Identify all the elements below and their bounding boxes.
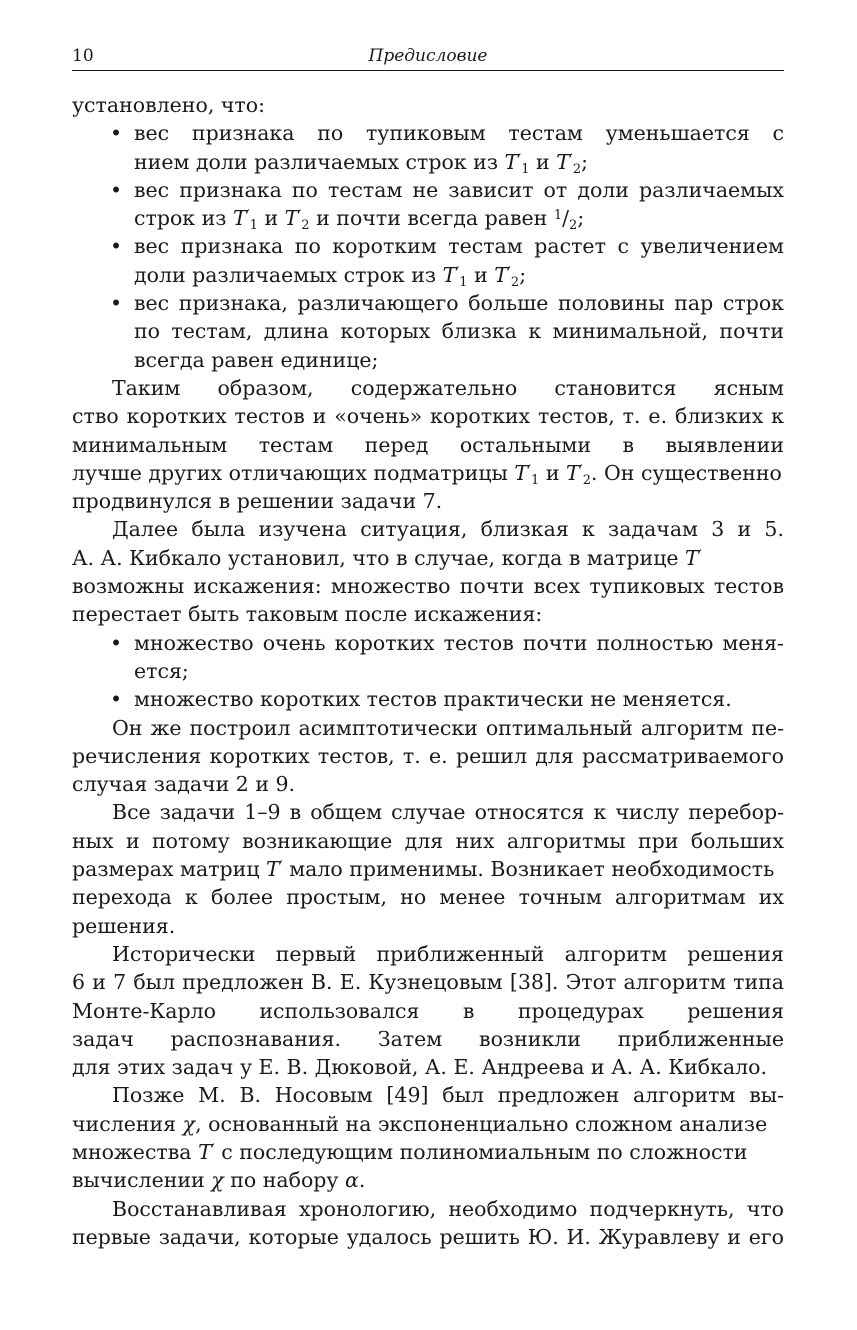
header-title: Предисловие [368, 46, 488, 66]
bullet-item: • вес признака по тестам не зависит от доли различаемых [72, 176, 784, 204]
running-head [72, 44, 784, 71]
text-line: задач распознавания. Затем возникли приближенные [72, 1026, 784, 1051]
text-line: установлено, что: [72, 93, 265, 117]
page-number: 10 [72, 46, 94, 66]
text-line: для этих задач у Е. В. Дюковой, А. Е. Андреева и А. А. Кибкало. [72, 1055, 768, 1080]
text-line: множества T′ с последующим полиномиальным по сложности [72, 1139, 748, 1164]
text-line: Восстанавливая хронологию, необходимо подчеркнуть, что [112, 1196, 784, 1221]
text-line: минимальным тестам перед остальными в выявлении [72, 432, 784, 457]
bullet-item: • вес признака, различающего больше половины пар строк [72, 289, 784, 317]
text-line: Он же построил асимптотически оптимальный алгоритм пе- [112, 715, 784, 740]
bullet-item: • множество очень коротких тестов почти полностью меня- [72, 629, 784, 657]
bullet-icon: • [110, 177, 123, 202]
text-line: А. А. Кибкало установил, что в случае, когда в матрице T′ [72, 545, 702, 570]
text-line: Таким образом, содержательно становится ясным [112, 375, 784, 400]
text-line: ство коротких тестов и «очень» коротких тестов, т. е. близких к [72, 404, 784, 429]
bullet-icon: • [110, 687, 123, 712]
bullet-icon: • [110, 121, 123, 146]
text-line: Монте-Карло использовался в процедурах решения [72, 998, 784, 1023]
text-line: ных и потому возникающие для них алгоритмы при больших [72, 828, 784, 853]
bullet-icon: • [110, 234, 123, 259]
text-line: Исторически первый приближенный алгоритм решения [112, 941, 784, 966]
text-line: строк из $T'_1$ и $T'_2$ и почти всегда равен $^1/_2$; [134, 206, 585, 234]
bullet-item: • множество коротких тестов практически не меняется. [72, 685, 784, 713]
text-line: Позже М. В. Носовым [49] был предложен алгоритм вы- [112, 1083, 784, 1108]
text-line: Все задачи 1–9 в общем случае относятся к числу перебор- [112, 800, 784, 825]
text-line: перестает быть таковым после искажения: [72, 602, 543, 627]
text-line: первые задачи, которые удалось решить Ю. И. Журавлеву и его [72, 1224, 784, 1249]
text-line: вычислении χ по набору α. [72, 1168, 366, 1193]
body-text [72, 91, 784, 1251]
text-line: ется; [134, 658, 189, 683]
text-line: размерах матриц T′ мало применимы. Возникает необходимость [72, 857, 775, 882]
text-line: по тестам, длина которых близка к минимальной, почти [134, 319, 784, 344]
bullet-item: • вес признака по тупиковым тестам уменьшается с [72, 119, 784, 147]
text-line: возможны искажения: множество почти всех тупиковых тестов [72, 574, 784, 599]
bullet-icon: • [110, 291, 123, 316]
text-line: решения. [72, 913, 176, 938]
text-line: нием доли различаемых строк из $T'_1$ и $T'_2$; [134, 149, 589, 177]
text-line: речисления коротких тестов, т. е. решил для рассматриваемого [72, 743, 784, 768]
text-line: продвинулся в решении задачи 7. [72, 489, 443, 514]
text-line: числения χ, основанный на экспоненциально сложном анализе [72, 1111, 768, 1136]
text-line: перехода к более простым, но менее точным алгоритмам их [72, 885, 784, 910]
text-line: Далее была изучена ситуация, близкая к задачам 3 и 5. [112, 517, 784, 542]
bullet-icon: • [110, 630, 123, 655]
text-line: случая задачи 2 и 9. [72, 772, 296, 797]
text-line: лучше других отличающих подматрицы $T'_1$ и $T'_2$. Он существенно [72, 460, 782, 488]
bullet-item: • вес признака по коротким тестам растет с увеличением [72, 232, 784, 260]
text-line: 6 и 7 был предложен В. Е. Кузнецовым [38]. Этот алгоритм типа [72, 970, 784, 995]
text-line: всегда равен единице; [134, 347, 379, 372]
text-line: доли различаемых строк из $T'_1$ и $T'_2$; [134, 262, 527, 290]
